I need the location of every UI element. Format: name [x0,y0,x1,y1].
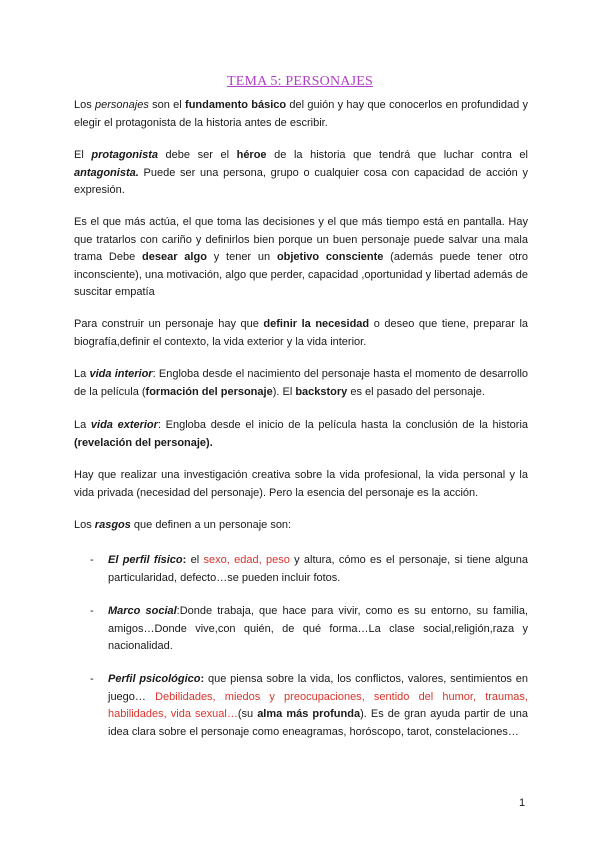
list-bullet: - [90,605,94,617]
paragraph-inner-life [74,366,528,401]
page-number: 1 [519,797,526,809]
text: de la historia que tendrá que luchar contra el [266,149,528,161]
text-bold-italic: rasgos [94,519,131,531]
text: ). Es de gran ayuda partir de una idea clara sobre el personaje como eneagramas, horóscopo, tarot, constelaciones… [108,708,528,738]
text-bold: : [182,554,187,566]
text: del guión y hay que conocerlos en profundidad y elegir el protagonista de la historia antes de escribir. [74,99,529,129]
text-bold-italic: protagonista [91,149,158,161]
text-bold: definir la necesidad [263,318,370,330]
text: :Donde trabaja, que hace para vivir, como es su entorno, su familia, amigos…Donde vive,con quién, de qué forma…La clase social,religión,raza y nacionalidad. [108,605,528,652]
text-bold: alma más profunda [257,708,361,720]
text: Para construir un personaje hay que [74,318,264,330]
text-bold: formación del personaje [145,385,273,398]
text: El [74,149,92,161]
text-bold: : [200,673,205,685]
text-bold-italic: El perfil físico [108,554,183,566]
text-bold-italic: vida exterior [90,419,158,431]
paragraph-intro [74,97,528,132]
text-red: sexo, edad, peso [203,554,290,566]
text: son el [148,99,186,111]
text-bold-italic: Marco social [108,605,177,617]
list-bullet: - [90,554,94,566]
paragraph-protagonist [74,147,528,200]
text-italic: personajes [95,99,149,111]
text: el [186,554,204,566]
paragraph-research [74,467,528,502]
text-bold: héroe [236,149,267,161]
text: debe ser el [157,149,237,161]
text: es el pasado del personaje. [347,385,485,398]
text: : Engloba desde el inicio de la película hasta la conclusión de la historia [157,419,529,431]
text: Es el que más actúa, el que toma las decisiones y el que más tiempo está en pantalla. Hay que tratarlos con cariño y definirlos bien porque un buen personaje puede salvar una mala trama Debe [74,216,528,263]
text-red: Debilidades, miedos y preocupaciones, sentido del humor, traumas, habilidades, vida sexual… [108,690,528,720]
text: (además puede tener otro inconsciente), una motivación, algo que perder, capacidad ,oportunidad y libertad además de suscitar empatía [74,251,528,298]
text-bold: objetivo consciente [276,251,384,263]
list-item-social [108,603,528,656]
paragraph-outer-life [74,417,528,452]
text-bold-italic: antagonista. [74,166,139,179]
text-bold-italic: Perfil psicológico [108,673,201,685]
text: La [74,419,91,431]
text: La [74,368,90,380]
text: Puede ser una persona, grupo o cualquier cosa con capacidad de acción y expresión. [74,166,528,196]
list-item-physical [108,552,528,587]
text: Hay que realizar una investigación creativa sobre la vida profesional, la vida personal y la vida privada (necesidad del personaje). Pero la esencia del personaje es la acción. [74,469,528,499]
paragraph-traits [74,517,528,535]
text-bold-italic: vida interior [89,368,153,380]
paragraph-construction [74,316,528,351]
list-bullet: - [90,673,94,685]
text-bold: backstory [295,385,348,398]
text: y tener un [206,251,277,263]
page-title: TEMA 5: PERSONAJES [227,74,373,89]
text: (su [237,708,258,720]
text: Los [74,519,95,531]
text: y altura, cómo es el personaje, si tiene alguna particularidad, defecto…se pueden incluir fotos. [108,554,528,584]
text: que piensa sobre la vida, los conflictos, valores, sentimientos en juego… [108,673,528,703]
text: o deseo que tiene, preparar la biografía,definir el contexto, la vida exterior y la vida interior. [74,318,529,348]
text: ). El [272,385,296,398]
text: que definen a un personaje son: [130,519,292,531]
text: Los [74,99,96,111]
text: : Engloba desde el nacimiento del personaje hasta el momento de desarrollo de la película ( [74,368,529,398]
list-item-psychological [108,671,528,741]
paragraph-actions [74,214,528,302]
text-bold: (revelación del personaje). [74,436,213,449]
text-bold: fundamento básico [185,99,287,111]
text-bold: desear algo [142,251,207,263]
